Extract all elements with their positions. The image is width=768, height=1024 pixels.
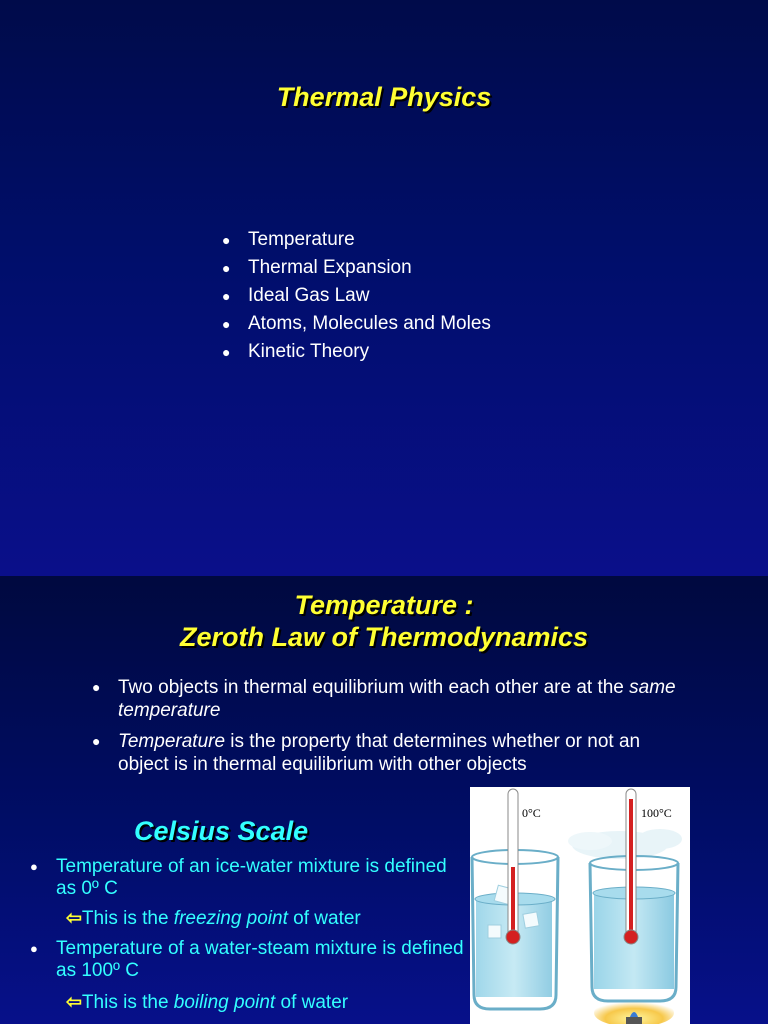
flame-icon <box>594 999 674 1024</box>
list-item: ● Temperature <box>222 228 491 256</box>
slide-temperature <box>0 576 768 1024</box>
section-title: Celsius Scale <box>134 816 309 846</box>
list-item: ● Thermal Expansion <box>222 256 491 284</box>
bullet-text: is the property that determines whether or not an object is in thermal equilibrium with other objects <box>118 731 641 775</box>
label-0c: 0°C <box>522 806 541 820</box>
steam-icon <box>568 829 682 859</box>
thermometer-icon <box>624 789 638 944</box>
celsius-note-boiling: ⇦This is the boiling point of water <box>66 992 349 1013</box>
slide-title-line1: Temperature : <box>294 590 474 620</box>
label-100c: 100°C <box>641 806 672 820</box>
celsius-note-freezing: ⇦This is the freezing point of water <box>66 908 361 929</box>
slide-title-line2: Zeroth Law of Thermodynamics <box>179 622 589 652</box>
left-arrow-icon: ⇦ <box>66 992 82 1013</box>
thermometer-icon <box>506 789 520 944</box>
bullet-text: Two objects in thermal equilibrium with each other are at the <box>118 677 630 698</box>
list-item: ● Kinetic Theory <box>222 340 491 368</box>
topic-list <box>222 228 491 368</box>
list-item <box>92 676 692 722</box>
list-item: ● Ideal Gas Law <box>222 284 491 312</box>
emphasis-text: Temperature <box>118 731 226 752</box>
definition-list <box>92 676 692 784</box>
slide-title: Thermal Physics <box>276 82 492 112</box>
list-item <box>92 730 692 776</box>
thermometer-beakers-illustration <box>470 787 690 1024</box>
emphasis-text: same temperature <box>118 677 676 721</box>
thermometer-beakers-graphic <box>470 787 690 1024</box>
list-item: ● Atoms, Molecules and Moles <box>222 312 491 340</box>
left-arrow-icon: ⇦ <box>66 908 82 929</box>
celsius-item-steam: ● Temperature of a water-steam mixture is defined as 100º C <box>30 938 466 982</box>
celsius-item-ice: ● Temperature of an ice-water mixture is defined as 0º C <box>30 856 466 900</box>
